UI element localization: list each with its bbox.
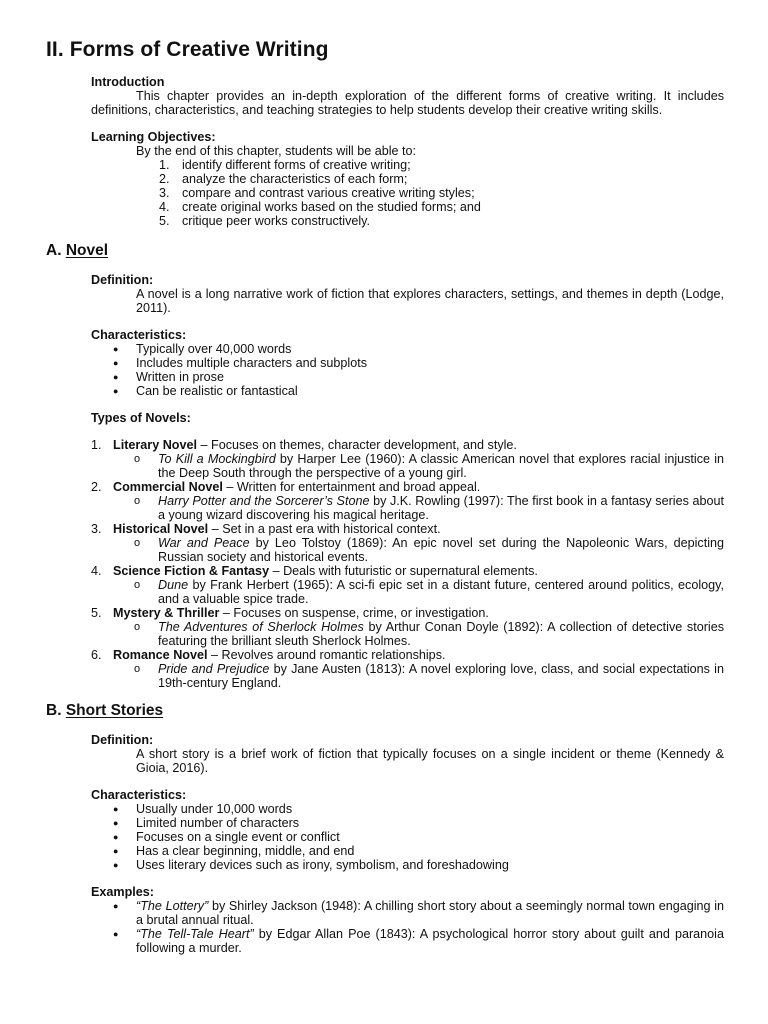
learning-objectives-section bbox=[91, 130, 724, 228]
examples-label: Examples: bbox=[91, 885, 154, 899]
type-number: 4. bbox=[91, 564, 102, 578]
example-title: War and Peace bbox=[158, 536, 250, 550]
list-item bbox=[91, 830, 724, 844]
types-label: Types of Novels: bbox=[91, 411, 191, 425]
learning-objectives-lead: By the end of this chapter, students will be able to: bbox=[136, 144, 417, 158]
list-item bbox=[91, 927, 724, 955]
circle-bullet-icon: o bbox=[134, 579, 141, 591]
type-description: – Focuses on suspense, crime, or investigation. bbox=[219, 606, 489, 620]
characteristics-label: Characteristics: bbox=[91, 788, 187, 802]
definition-text: A short story is a brief work of fiction that typically focuses on a single incident or theme (Kennedy & Gioia, 2016). bbox=[136, 747, 724, 775]
novel-types-label-block bbox=[91, 411, 724, 425]
list-item bbox=[91, 356, 724, 370]
example-title: Dune bbox=[158, 578, 189, 592]
type-name: Romance Novel bbox=[113, 648, 208, 662]
type-name: Historical Novel bbox=[113, 522, 209, 536]
type-name: Commercial Novel bbox=[113, 480, 223, 494]
objective-text: compare and contrast various creative writing styles; bbox=[182, 186, 475, 200]
type-number: 2. bbox=[91, 480, 102, 494]
bullet-icon: ● bbox=[113, 804, 119, 814]
objective-number: 2. bbox=[159, 172, 170, 186]
bullet-icon: ● bbox=[113, 386, 119, 396]
example-text: by Harper Lee (1960): A classic American novel that explores racial injustice in the Deep South through the perspective of a young girl. bbox=[158, 452, 724, 480]
example-text: by Leo Tolstoy (1869): An epic novel set during the Napoleonic Wars, depicting Russian society and historical events. bbox=[158, 536, 724, 564]
page-title: II. Forms of Creative Writing bbox=[46, 38, 329, 61]
bullet-icon: ● bbox=[113, 901, 119, 911]
type-description: – Revolves around romantic relationships. bbox=[207, 648, 446, 662]
objective-number: 1. bbox=[159, 158, 170, 172]
objective-text: critique peer works constructively. bbox=[182, 214, 371, 228]
definition-text: A novel is a long narrative work of fiction that explores characters, settings, and themes in depth (Lodge, 2011). bbox=[136, 287, 724, 315]
objective-item bbox=[0, 200, 724, 214]
objective-item bbox=[0, 158, 724, 172]
objectives-list bbox=[0, 158, 724, 228]
type-item bbox=[91, 522, 724, 564]
list-item-text: Written in prose bbox=[136, 370, 224, 384]
list-item-text: Includes multiple characters and subplots bbox=[136, 356, 368, 370]
bullet-icon: ● bbox=[113, 929, 119, 939]
bullet-icon: ● bbox=[113, 860, 119, 870]
list-item-text: Can be realistic or fantastical bbox=[136, 384, 298, 398]
type-name: Mystery & Thriller bbox=[113, 606, 220, 620]
list-item-text: Limited number of characters bbox=[136, 816, 300, 830]
example-text: by Frank Herbert (1965): A sci-fi epic set in a distant future, centered around politics, ecology, and a valuable spice trade. bbox=[158, 578, 724, 606]
introduction-text: This chapter provides an in-depth exploration of the different forms of creative writing. It includes definitions, characteristics, and teaching strategies to help students develop their creative writing skills. bbox=[91, 89, 724, 117]
section-title: Novel bbox=[65, 242, 109, 259]
objective-text: create original works based on the studied forms; and bbox=[182, 200, 481, 214]
example-title: Pride and Prejudice bbox=[158, 662, 270, 676]
section-letter: A. bbox=[46, 242, 62, 259]
type-description: – Set in a past era with historical context. bbox=[208, 522, 441, 536]
type-item bbox=[91, 606, 724, 648]
short-stories-characteristics bbox=[91, 788, 724, 872]
example-title: “The Tell-Tale Heart” bbox=[136, 927, 254, 941]
circle-bullet-icon: o bbox=[134, 453, 141, 465]
objective-number: 3. bbox=[159, 186, 170, 200]
novel-types bbox=[91, 438, 724, 690]
list-item bbox=[91, 899, 724, 927]
type-name: Science Fiction & Fantasy bbox=[113, 564, 270, 578]
section-letter: B. bbox=[46, 702, 62, 719]
type-item bbox=[91, 564, 724, 606]
bullet-icon: ● bbox=[113, 846, 119, 856]
type-item bbox=[91, 438, 724, 480]
example-text: by Jane Austen (1813): A novel exploring love, class, and social expectations in 19th-century England. bbox=[158, 662, 724, 690]
objective-item bbox=[0, 214, 724, 228]
list-item-text: Focuses on a single event or conflict bbox=[136, 830, 340, 844]
types-list bbox=[91, 438, 724, 690]
type-item bbox=[91, 480, 724, 522]
introduction-section bbox=[91, 75, 724, 117]
objective-number: 4. bbox=[159, 200, 170, 214]
type-name: Literary Novel bbox=[113, 438, 197, 452]
objective-item bbox=[0, 172, 724, 186]
bullet-icon: ● bbox=[113, 832, 119, 842]
characteristics-label: Characteristics: bbox=[91, 328, 187, 342]
introduction-label: Introduction bbox=[91, 75, 165, 89]
circle-bullet-icon: o bbox=[134, 621, 141, 633]
list-item-text: Uses literary devices such as irony, symbolism, and foreshadowing bbox=[136, 858, 509, 872]
definition-label: Definition: bbox=[91, 733, 154, 747]
bullet-icon: ● bbox=[113, 358, 119, 368]
list-item bbox=[91, 802, 724, 816]
circle-bullet-icon: o bbox=[134, 495, 141, 507]
example-text: by Arthur Conan Doyle (1892): A collection of detective stories featuring the brilliant sleuth Sherlock Holmes. bbox=[158, 620, 725, 648]
list-item bbox=[91, 342, 724, 356]
bullet-icon: ● bbox=[113, 818, 119, 828]
bullet-icon: ● bbox=[113, 344, 119, 354]
objective-item bbox=[0, 186, 724, 200]
list-item-text: Usually under 10,000 words bbox=[136, 802, 293, 816]
list-item bbox=[91, 384, 724, 398]
characteristics-list bbox=[91, 342, 724, 398]
objective-text: identify different forms of creative writing; bbox=[182, 158, 411, 172]
type-number: 1. bbox=[91, 438, 102, 452]
learning-objectives-label: Learning Objectives: bbox=[91, 130, 216, 144]
type-number: 5. bbox=[91, 606, 102, 620]
type-description: – Written for entertainment and broad appeal. bbox=[222, 480, 481, 494]
example-text: by J.K. Rowling (1997): The first book in a fantasy series about a young wizard discovering his magical heritage. bbox=[158, 494, 724, 522]
example-title: Harry Potter and the Sorcerer’s Stone bbox=[158, 494, 370, 508]
example-text: by Shirley Jackson (1948): A chilling short story about a seemingly normal town engaging in a brutal annual ritual. bbox=[136, 899, 724, 927]
type-item bbox=[91, 648, 724, 690]
short-stories-examples bbox=[91, 885, 724, 955]
short-stories-definition bbox=[91, 733, 724, 775]
circle-bullet-icon: o bbox=[134, 663, 141, 675]
novel-characteristics bbox=[91, 328, 724, 398]
type-description: – Deals with futuristic or supernatural elements. bbox=[269, 564, 538, 578]
list-item bbox=[91, 844, 724, 858]
list-item bbox=[91, 370, 724, 384]
definition-label: Definition: bbox=[91, 273, 154, 287]
example-title: “The Lottery” bbox=[136, 899, 209, 913]
bullet-icon: ● bbox=[113, 372, 119, 382]
characteristics-list bbox=[91, 802, 724, 872]
list-item bbox=[91, 816, 724, 830]
example-text: by Edgar Allan Poe (1843): A psychological horror story about guilt and paranoia following a murder. bbox=[136, 927, 724, 955]
novel-definition bbox=[91, 273, 724, 315]
section-heading-novel bbox=[46, 242, 108, 260]
circle-bullet-icon: o bbox=[134, 537, 141, 549]
list-item-text: Typically over 40,000 words bbox=[136, 342, 292, 356]
type-description: – Focuses on themes, character development, and style. bbox=[197, 438, 517, 452]
type-number: 3. bbox=[91, 522, 102, 536]
examples-list bbox=[91, 899, 724, 955]
section-title: Short Stories bbox=[65, 702, 164, 719]
objective-text: analyze the characteristics of each form; bbox=[182, 172, 408, 186]
type-number: 6. bbox=[91, 648, 102, 662]
objective-number: 5. bbox=[159, 214, 170, 228]
example-title: To Kill a Mockingbird bbox=[158, 452, 276, 466]
list-item bbox=[91, 858, 724, 872]
list-item-text: Has a clear beginning, middle, and end bbox=[136, 844, 355, 858]
section-heading-short-stories bbox=[46, 702, 163, 720]
example-title: The Adventures of Sherlock Holmes bbox=[158, 620, 364, 634]
